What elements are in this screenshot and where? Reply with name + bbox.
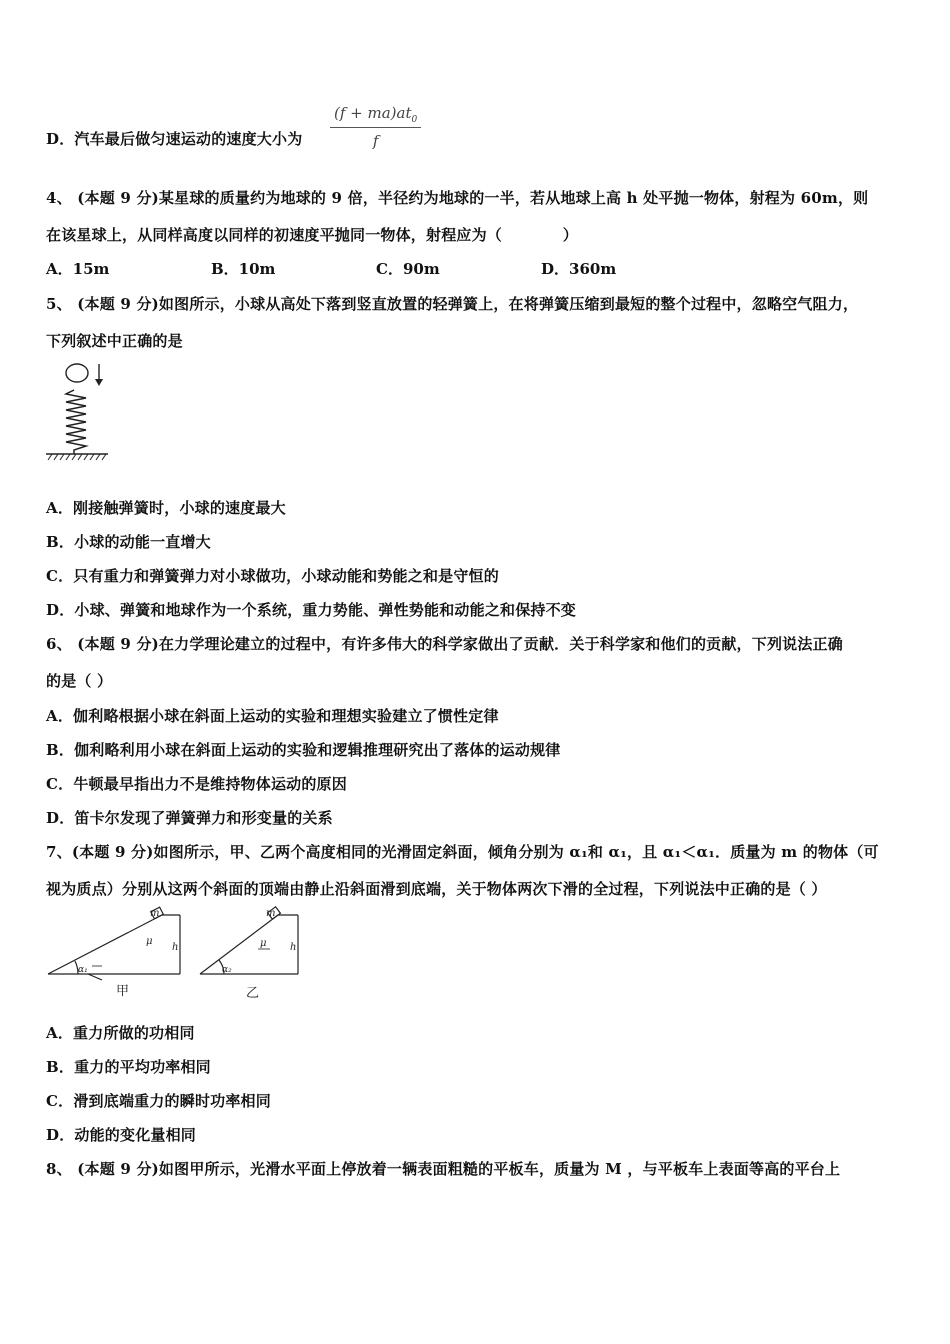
q7-stem-line2: 视为质点）分别从这两个斜面的顶端由静止沿斜面滑到底端，关于物体两次下滑的全过程，下列说法中正确的是（ ） [46,880,827,898]
figure-label-yi: 乙 [246,986,260,1001]
q5-option-b[interactable]: B．小球的动能一直增大 [46,533,211,551]
q7-option-c[interactable]: C．滑到底端重力的瞬时功率相同 [46,1092,271,1110]
fraction-denominator: f [372,132,379,150]
mu-label-right: μ [260,938,267,949]
incline-left [48,907,180,980]
q4-option-b[interactable]: B．10m [211,260,276,278]
angle-label-left: α₁ [78,965,88,975]
q7-option-a[interactable]: A．重力所做的功相同 [46,1024,195,1042]
q6-stem-line1: 6、 (本题 9 分)在力学理论建立的过程中，有许多伟大的科学家做出了贡献．关于科学家和他们的贡献，下列说法正确 [46,635,843,653]
q7-option-b[interactable]: B．重力的平均功率相同 [46,1058,211,1076]
mu-label-left: μ [146,936,153,947]
mass-label-left: m [150,908,160,919]
inclines-figure [44,904,306,1004]
fraction-numerator: $(f + ma)at_0$ [330,104,421,128]
q6-option-c[interactable]: C．牛顿最早指出力不是维持物体运动的原因 [46,775,347,793]
angle-label-right: α₂ [222,965,232,975]
height-label-right: h [290,942,297,953]
height-label-left: h [172,942,179,953]
q6-stem-line2: 的是（ ） [46,672,113,690]
q6-option-b[interactable]: B．伽利略利用小球在斜面上运动的实验和逻辑推理研究出了落体的运动规律 [46,741,561,759]
q5-stem-line1: 5、 (本题 9 分)如图所示，小球从高处下落到竖直放置的轻弹簧上，在将弹簧压缩到最短的整个过程中，忽略空气阻力， [46,295,859,313]
q4-stem-line2: 在该星球上，从同样高度以同样的初速度平抛同一物体，射程应为（ ） [46,226,579,244]
q6-option-a[interactable]: A．伽利略根据小球在斜面上运动的实验和理想实验建立了惯性定律 [46,707,499,725]
q4-options [46,258,616,279]
spring-ball-figure [42,358,112,464]
mass-label-right: m [266,908,276,919]
q4-option-a[interactable]: A．15m [46,260,110,278]
q5-option-a[interactable]: A．刚接触弹簧时，小球的速度最大 [46,499,286,517]
q4-option-c[interactable]: C．90m [376,260,440,278]
spring-icon [66,390,86,454]
q4-option-d[interactable]: D．360m [541,260,617,278]
q6-option-d[interactable]: D．笛卡尔发现了弹簧弹力和形变量的关系 [46,809,333,827]
q7-option-d[interactable]: D．动能的变化量相同 [46,1126,197,1144]
q4-stem-line1: 4、 (本题 9 分)某星球的质量约为地球的 9 倍，半径约为地球的一半，若从地球上高 h 处平抛一物体，射程为 60m，则 [46,189,869,207]
q3-option-d: D．汽车最后做匀速运动的速度大小为 [46,130,303,148]
q7-stem-line1: 7、(本题 9 分)如图所示，甲、乙两个高度相同的光滑固定斜面，倾角分别为 α₁和 α₁，且 α₁＜α₁．质量为 m 的物体（可 [46,843,879,861]
incline-right [200,907,298,974]
q5-option-d[interactable]: D．小球、弹簧和地球作为一个系统，重力势能、弹性势能和动能之和保持不变 [46,601,577,619]
q8-stem-line1: 8、 (本题 9 分)如图甲所示，光滑水平面上停放着一辆表面粗糙的平板车，质量为 M ，与平板车上表面等高的平台上 [46,1160,841,1178]
q5-option-c[interactable]: C．只有重力和弹簧弹力对小球做功，小球动能和势能之和是守恒的 [46,567,499,585]
q5-stem-line2: 下列叙述中正确的是 [46,332,183,350]
ball-icon [66,364,88,382]
speed-fraction [330,104,421,150]
figure-label-jia: 甲 [116,984,130,999]
